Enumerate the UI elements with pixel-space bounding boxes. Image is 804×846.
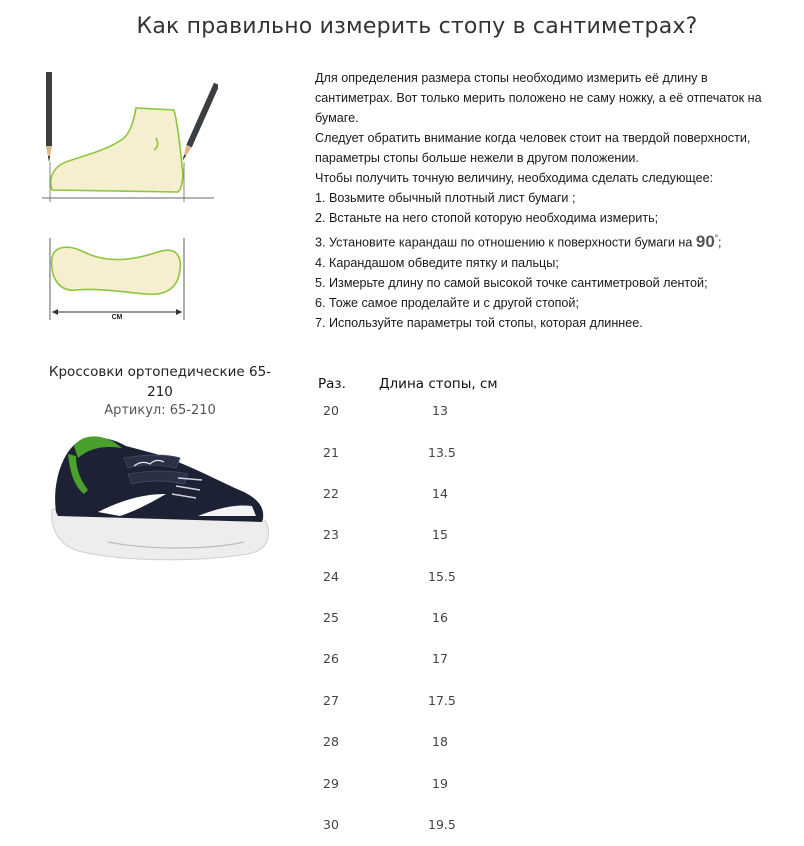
table-row (300, 817, 560, 837)
column-header-length: Длина стопы, см (379, 376, 498, 392)
product-card (40, 362, 280, 418)
pencil-left-icon (46, 72, 52, 162)
instr-step-3: 3. Установите карандаш по отношению к поверхности бумаги на 90°; (315, 231, 722, 251)
table-row (300, 403, 560, 423)
table-row (300, 776, 560, 796)
foot-side-view (51, 108, 183, 192)
instr-step-4: 4. Карандашом обведите пятку и пальцы; (315, 255, 559, 270)
length-cell: 13 (432, 403, 448, 418)
size-cell: 20 (323, 403, 339, 418)
size-cell: 27 (323, 693, 339, 708)
length-cell: 17 (432, 651, 448, 666)
size-cell: 21 (323, 445, 339, 460)
instr-step-3-text: 3. Установите карандаш по отношению к поверхности бумаги на (315, 235, 693, 250)
length-cell: 19.5 (428, 817, 456, 832)
table-row (300, 445, 560, 465)
cm-label: СМ (111, 314, 123, 321)
table-row (300, 693, 560, 713)
column-header-size: Раз. (318, 376, 346, 392)
instr-step-5: 5. Измерьте длину по самой высокой точке сантиметровой лентой; (315, 275, 708, 290)
size-cell: 25 (323, 610, 339, 625)
pencil-right-icon (180, 83, 218, 162)
instr-step-1: 1. Возьмите обычный плотный лист бумаги ; (315, 191, 576, 205)
size-cell: 29 (323, 776, 339, 791)
size-cell: 22 (323, 486, 339, 501)
sneaker-image[interactable] (48, 424, 274, 576)
foot-measuring-illustration (38, 66, 218, 328)
size-cell: 23 (323, 527, 339, 542)
size-cell: 24 (323, 569, 339, 584)
length-cell: 17.5 (428, 693, 456, 708)
product-name[interactable]: Кроссовки ортопедические 65-210 (48, 364, 272, 400)
instr-paragraph-3: Чтобы получить точную величину, необходима сделать следующее: (315, 171, 714, 185)
length-cell: 15 (432, 527, 448, 542)
length-cell: 13.5 (428, 445, 456, 460)
table-row (300, 569, 560, 589)
angle-value: 90° (695, 231, 718, 251)
product-sku: Артикул: 65-210 (104, 403, 216, 418)
instr-step-7: 7. Используйте параметры той стопы, которая длиннее. (315, 315, 643, 330)
table-row (300, 486, 560, 506)
instructions-text (315, 68, 785, 333)
page-title: Как правильно измерить стопу в сантиметрах? (136, 14, 698, 39)
instr-step-6: 6. Тоже самое проделайте и с другой стопой; (315, 295, 579, 310)
instr-paragraph-1: Для определения размера стопы необходимо измерить её длину в сантиметрах. Вот только мерить положено не саму ножку, а её отпечаток на бумаге. (315, 71, 762, 125)
size-cell: 30 (323, 817, 339, 832)
length-cell: 15.5 (428, 569, 456, 584)
length-cell: 18 (432, 734, 448, 749)
length-cell: 19 (432, 776, 448, 791)
table-row (300, 527, 560, 547)
table-row (300, 734, 560, 754)
length-cell: 14 (432, 486, 448, 501)
instr-paragraph-2: Следует обратить внимание когда человек стоит на твердой поверхности, параметры стопы больше нежели в другом положении. (315, 131, 751, 165)
table-row (300, 610, 560, 630)
instr-step-2: 2. Встаньте на него стопой которую необходима измерить; (315, 211, 659, 225)
table-row (300, 651, 560, 671)
footprint-outline (52, 247, 181, 294)
length-cell: 16 (432, 610, 448, 625)
size-cell: 26 (323, 651, 339, 666)
size-cell: 28 (323, 734, 339, 749)
